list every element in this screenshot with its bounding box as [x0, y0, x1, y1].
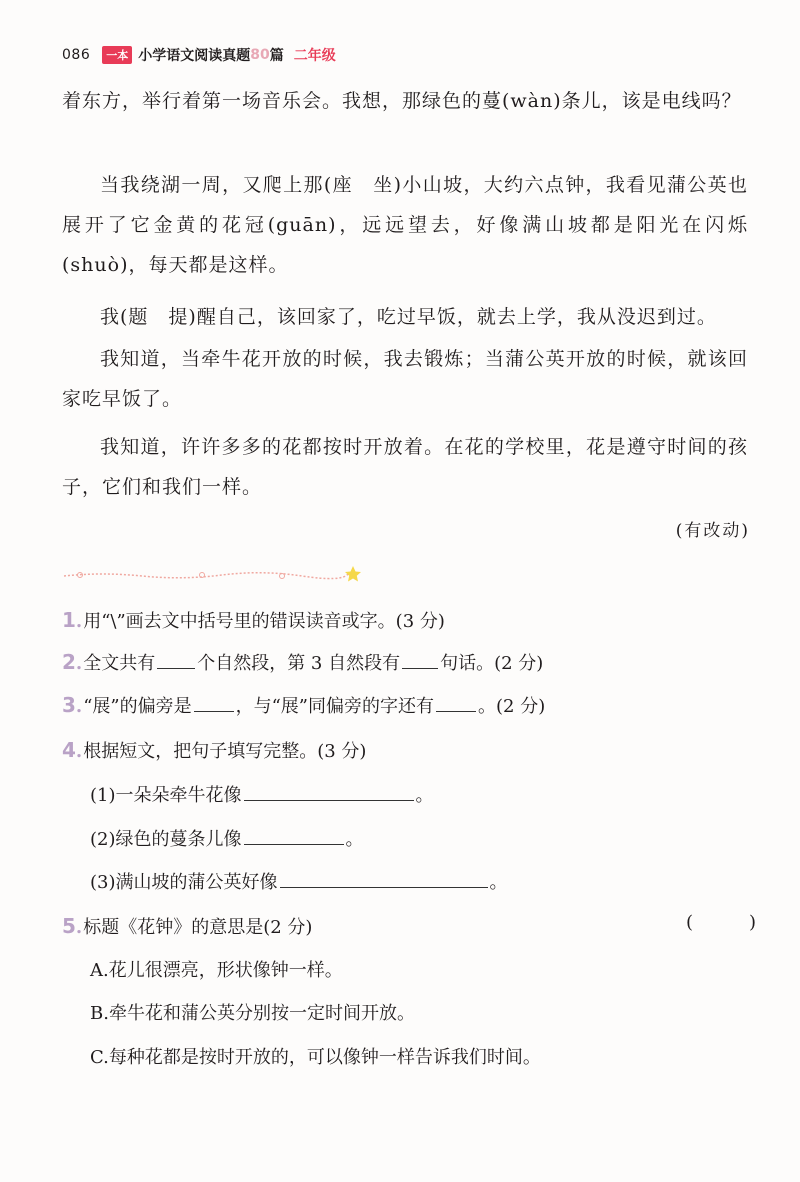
option-text: A.花儿很漂亮，形状像钟一样。	[90, 960, 343, 981]
book-count: 80	[250, 47, 270, 63]
question-1: 1 . 用“\”画去文中括号里的错误读音或字。(3 分)	[62, 606, 445, 636]
answer-blank[interactable]	[436, 693, 476, 712]
fill-item	[90, 826, 364, 854]
fill-item-end: 。	[415, 785, 434, 806]
answer-parentheses[interactable]	[686, 912, 756, 933]
option-c	[90, 1044, 541, 1072]
question-text: 根据短文，把句子填写完整。(3 分)	[83, 741, 367, 762]
star-icon	[345, 566, 361, 582]
question-text: 句话。(2 分)	[440, 653, 544, 674]
question-2: 2 . 全文共有 个自然段，第 3 自然段有 句话。(2 分)	[62, 648, 543, 678]
decorative-divider	[62, 562, 362, 586]
passage-paragraph: 我知道，当牵牛花开放的时候，我去锻炼；当蒲公英开放的时候，就该回家吃早饭了。	[62, 348, 748, 410]
passage-paragraph: 着东方，举行着第一场音乐会。我想，那绿色的蔓(wàn)条儿，该是电线吗？	[62, 90, 742, 112]
paren-open: (	[686, 912, 694, 933]
passage-paragraph: 我知道，许许多多的花都按时开放着。在花的学校里，花是遵守时间的孩子，它们和我们一样。	[62, 436, 748, 498]
fill-item-end: 。	[489, 872, 508, 893]
question-4: 4 . 根据短文，把句子填写完整。(3 分)	[62, 736, 366, 766]
option-text: B.牵牛花和蒲公英分别按一定时间开放。	[90, 1003, 415, 1024]
page-header	[62, 44, 336, 66]
question-number: 4	[62, 738, 76, 762]
question-number: 5	[62, 914, 76, 938]
fill-item	[90, 782, 434, 810]
passage-paragraph: 我(题 提)醒自己，该回家了，吃过早饭，就去上学，我从没迟到过。	[100, 306, 717, 328]
option-text: C.每种花都是按时开放的，可以像钟一样告诉我们时间。	[90, 1047, 541, 1068]
question-text: 标题《花钟》的意思是(2 分)	[83, 917, 313, 938]
question-3: 3 . “展”的偏旁是 ，与“展”同偏旁的字还有 。(2 分)	[62, 691, 545, 721]
paren-close: )	[748, 912, 756, 933]
fill-item-end: 。	[345, 829, 364, 850]
book-unit: 篇	[269, 48, 284, 64]
fill-item-text: (2)绿色的蔓条儿像	[90, 829, 242, 850]
question-text: 。(2 分)	[478, 696, 546, 717]
option-a	[90, 957, 343, 985]
answer-blank[interactable]	[244, 826, 344, 845]
question-5: 5 . 标题《花钟》的意思是(2 分)	[62, 912, 312, 942]
option-b	[90, 1000, 415, 1028]
question-number: 1	[62, 608, 76, 632]
fill-item-text: (3)满山坡的蒲公英好像	[90, 872, 278, 893]
question-number: 3	[62, 693, 76, 717]
answer-blank[interactable]	[402, 650, 438, 669]
question-text: 个自然段，第 3 自然段有	[197, 653, 401, 674]
question-text: 用“\”画去文中括号里的错误读音或字。(3 分)	[83, 611, 445, 632]
fill-item-text: (1)一朵朵牵牛花像	[90, 785, 242, 806]
grade-label: 二年级	[293, 48, 336, 64]
passage-paragraph: 当我绕湖一周，又爬上那(座 坐)小山坡，大约六点钟，我看见蒲公英也展开了它金黄的花冠(guān)，远远望去，好像满山坡都是阳光在闪烁(shuò)，每天都是这样。	[62, 174, 748, 276]
fill-item	[90, 869, 508, 897]
answer-blank[interactable]	[244, 782, 414, 801]
brand-logo: 一本	[102, 46, 132, 64]
question-number: 2	[62, 650, 76, 674]
question-text: 全文共有	[83, 653, 156, 674]
page-number: 086	[62, 47, 91, 63]
answer-blank[interactable]	[194, 693, 234, 712]
answer-blank[interactable]	[280, 869, 488, 888]
question-text: ，与“展”同偏旁的字还有	[235, 696, 435, 717]
book-title: 小学语文阅读真题	[138, 48, 251, 64]
source-note: (有改动)	[675, 521, 750, 541]
answer-blank[interactable]	[157, 650, 195, 669]
question-text: “展”的偏旁是	[83, 696, 192, 717]
